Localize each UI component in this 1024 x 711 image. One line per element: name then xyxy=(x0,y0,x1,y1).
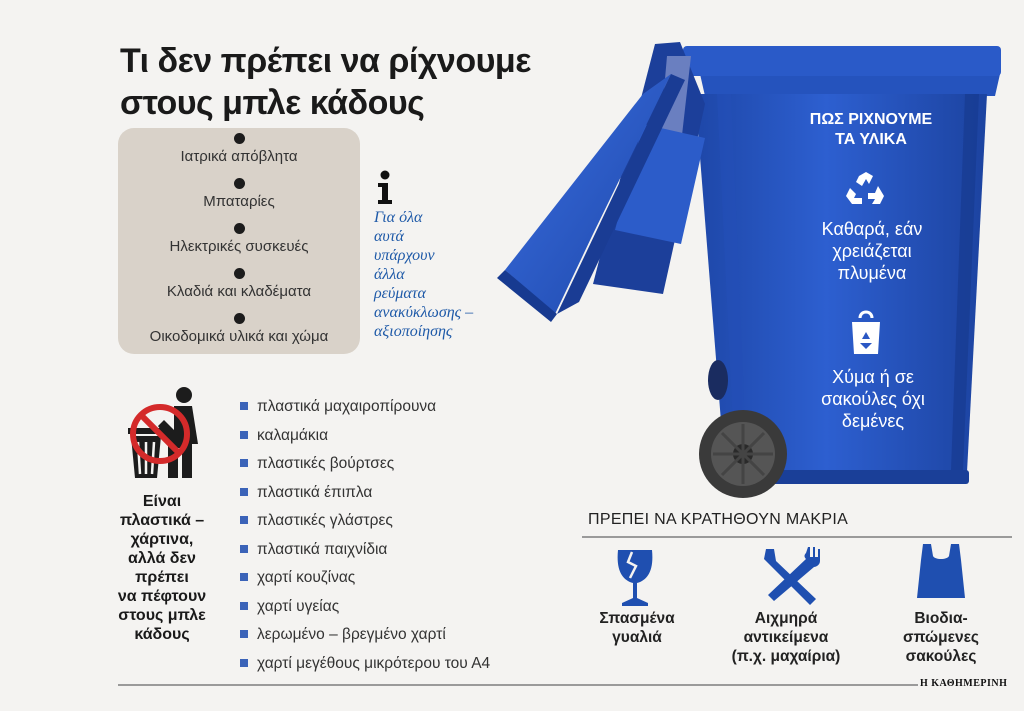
forbidden-item xyxy=(118,133,360,178)
list-item-label: λερωμένο – βρεγμένο χαρτί xyxy=(257,626,446,643)
title-line-1: Τι δεν πρέπει να ρίχνουμε xyxy=(120,42,531,80)
list-item xyxy=(240,397,490,426)
no-trash-icon xyxy=(122,386,212,482)
broken-glass-icon xyxy=(610,548,660,608)
list-item-label: πλαστικά παιχνίδια xyxy=(257,540,388,558)
plastic-paper-items-list xyxy=(240,397,490,682)
list-item xyxy=(240,625,490,654)
list-item xyxy=(240,654,490,683)
knife-fork-icon xyxy=(760,545,820,607)
bullet-square-icon xyxy=(240,402,248,410)
plastic-bag-icon xyxy=(915,540,967,602)
list-item-label: πλαστικές γλάστρες xyxy=(257,512,393,529)
title-line-2: στους μπλε κάδους xyxy=(120,84,425,122)
list-item xyxy=(240,511,490,540)
bullet-icon xyxy=(234,133,245,144)
forbidden-item-label: Ηλεκτρικές συσκευές xyxy=(169,238,309,255)
info-text: Για όλα αυτά υπάρχουν άλλα ρεύματα ανακύκλωσης – αξιοποίησης xyxy=(374,209,474,340)
bullet-icon xyxy=(234,313,245,324)
keep-away-label: Σπασμένα γυαλιά xyxy=(599,610,675,646)
list-item xyxy=(240,540,490,569)
bullet-square-icon xyxy=(240,573,248,581)
bag-icon xyxy=(846,308,886,356)
bullet-square-icon xyxy=(240,516,248,524)
bullet-icon xyxy=(234,268,245,279)
list-item xyxy=(240,568,490,597)
bin-loose-text: Χύμα ή σε σακούλες όχι δεμένες xyxy=(821,367,925,431)
list-item-label: πλαστικές βούρτσες xyxy=(257,455,395,472)
list-item xyxy=(240,597,490,626)
keep-away-label: Βιοδια- σπώμενες σακούλες xyxy=(902,610,979,665)
bullet-icon xyxy=(234,223,245,234)
bullet-square-icon xyxy=(240,431,248,439)
page-title xyxy=(120,40,531,124)
list-item xyxy=(240,483,490,512)
forbidden-item xyxy=(118,313,360,358)
forbidden-item-label: Μπαταρίες xyxy=(203,193,275,210)
list-item-label: χαρτί μεγέθους μικρότερου του Α4 xyxy=(257,654,491,672)
list-item xyxy=(240,454,490,483)
list-item-label: καλαμάκια xyxy=(257,426,329,444)
bottom-divider xyxy=(118,684,918,686)
bullet-square-icon xyxy=(240,459,248,467)
keep-away-heading: ΠΡΕΠΕΙ ΝΑ ΚΡΑΤΗΘΟΥΝ ΜΑΚΡΙΑ xyxy=(588,511,849,528)
forbidden-items-list xyxy=(118,133,360,358)
list-item-label: χαρτί κουζίνας xyxy=(257,569,356,586)
bin-heading: ΠΩΣ ΡΙΧΝΟΥΜΕ ΤΑ ΥΛΙΚΑ xyxy=(809,111,933,148)
list-item xyxy=(240,426,490,455)
bullet-square-icon xyxy=(240,630,248,638)
forbidden-item xyxy=(118,223,360,268)
forbidden-item xyxy=(118,268,360,313)
forbidden-item xyxy=(118,178,360,223)
info-icon xyxy=(374,170,396,206)
forbidden-item-label: Οικοδομικά υλικά και χώμα xyxy=(149,328,329,345)
list-item-label: πλαστικά μαχαιροπίρουνα xyxy=(257,398,437,415)
list-item-label: χαρτί υγείας xyxy=(257,597,340,615)
forbidden-item-label: Κλαδιά και κλαδέματα xyxy=(166,283,312,300)
bullet-icon xyxy=(234,178,245,189)
plastic-note: Είναι πλαστικά – χάρτινα, αλλά δεν πρέπει να πέφτουν στους μπλε κάδους xyxy=(117,493,207,643)
bullet-square-icon xyxy=(240,488,248,496)
forbidden-item-label: Ιατρικά απόβλητα xyxy=(180,148,298,165)
bullet-square-icon xyxy=(240,545,248,553)
recycle-icon xyxy=(842,170,890,214)
bullet-square-icon xyxy=(240,659,248,667)
bin-clean-text: Καθαρά, εάν χρειάζεται πλυμένα xyxy=(821,219,923,283)
keep-away-divider xyxy=(582,536,1012,538)
publisher-logo: Η ΚΑΘΗΜΕΡΙΝΗ xyxy=(920,678,1008,689)
bullet-square-icon xyxy=(240,602,248,610)
keep-away-label: Αιχμηρά αντικείμενα (π.χ. μαχαίρια) xyxy=(731,610,841,665)
list-item-label: πλαστικά έπιπλα xyxy=(257,483,373,501)
